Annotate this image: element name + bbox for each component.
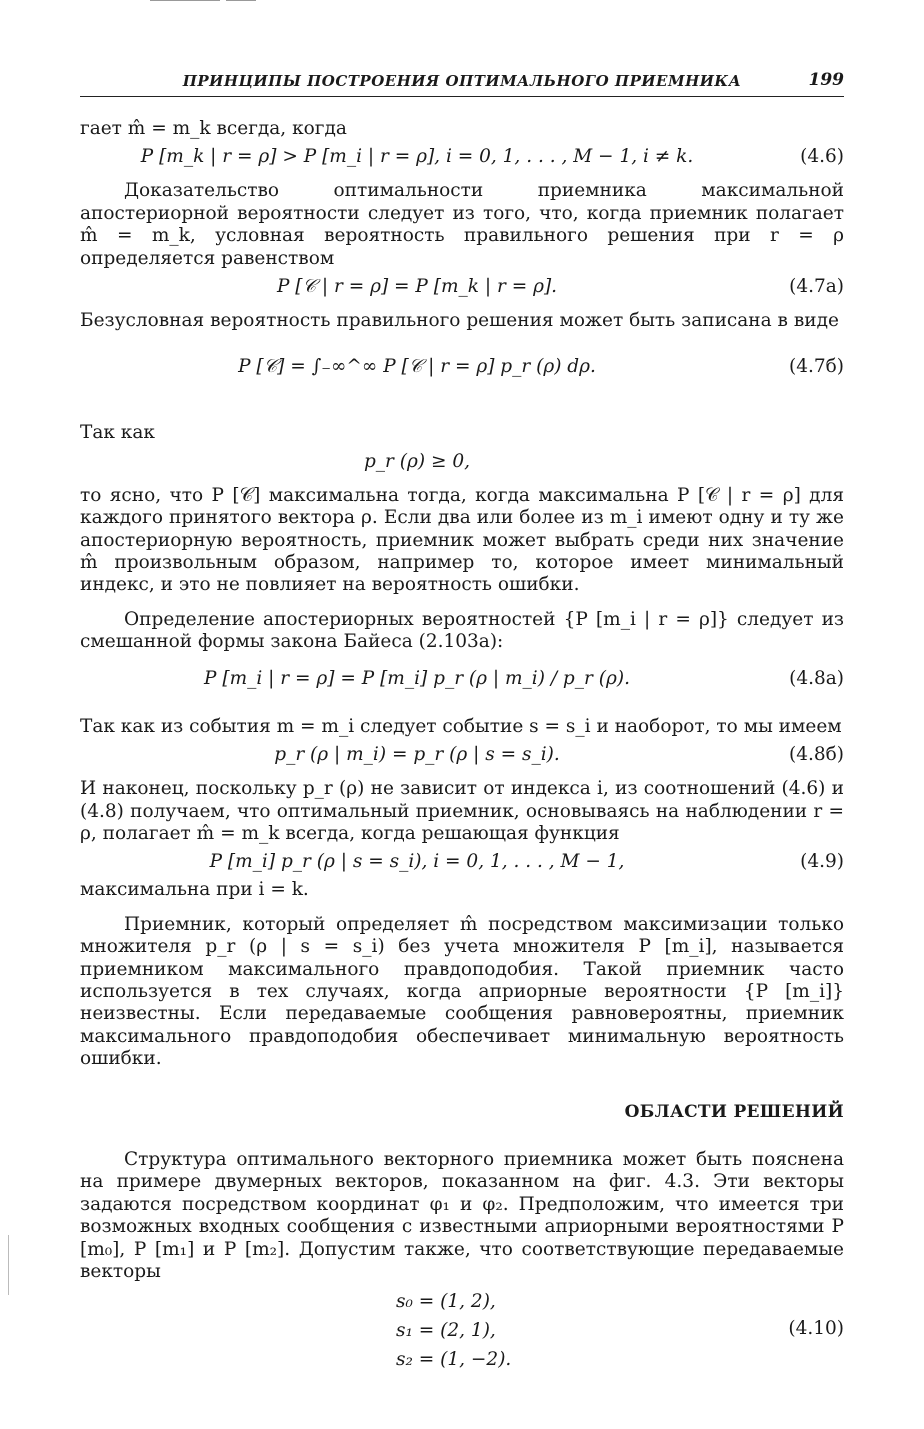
paragraph: Приемник, который определяет m̂ посредством максимизации только множителя p_r (ρ | s = s_i) без учета множителя P [m_i], называется приемником максимального правдоподобия. Такой приемник часто используется в тех случаях, когда априорные вероятности {P [m_i]} неизвестны. Если передаваемые сообщения равновероятны, приемник максимального правдоподобия обеспечивает минимальную вероятность ошибки.: [80, 913, 844, 1070]
paragraph: Так как из события m = m_i следует событие s = s_i и наоборот, то мы имеем: [80, 715, 842, 737]
page-body: [80, 118, 844, 1377]
equation-expression: p_r (ρ | m_i) = p_r (ρ | s = s_i).: [274, 744, 560, 766]
equation-4-8a: [80, 654, 844, 710]
equation-expression: P [m_i] p_r (ρ | s = s_i), i = 0, 1, . . . , M − 1,: [209, 851, 625, 873]
scan-artifact-line: [150, 0, 220, 1]
equation-expression: P [m_k | r = ρ] > P [m_i | r = ρ], i = 0, 1, . . . , M − 1, i ≠ k.: [140, 146, 694, 168]
scan-artifact-line: [226, 0, 256, 1]
equation-number: (4.7а): [789, 276, 844, 298]
paragraph: максимальна при i = k.: [80, 879, 309, 901]
scan-artifact-mark: [8, 1235, 9, 1295]
equation-expression: p_r (ρ) ≥ 0,: [363, 450, 471, 472]
paragraph: Так как: [80, 422, 155, 444]
equation-number: (4.8а): [789, 667, 844, 689]
page-number: 199: [808, 70, 844, 90]
paragraph: Доказательство оптимальности приемника максимальной апостериорной вероятности следует из того, что, когда приемник полагает m̂ = m_k, условная вероятность правильного решения при r = ρ определяется равенством: [80, 180, 844, 269]
equation-4-7b: [80, 332, 844, 410]
vector-line: s₁ = (2, 1),: [396, 1320, 496, 1342]
equation-4-10: [80, 1283, 844, 1377]
equation-expression: P [𝒞 | r = ρ] = P [m_k | r = ρ].: [276, 276, 558, 298]
paragraph: Структура оптимального векторного приемника может быть пояснена на примере двумерных векторов, показанном на фиг. 4.3. Эти векторы задаются посредством координат φ₁ и φ₂. Предположим, что имеется три возможных входных сообщения с известными априорными вероятностями P [m₀], P [m₁] и P [m₂]. Допустим также, что соответствующие передаваемые векторы: [80, 1148, 844, 1282]
equation-expression: [396, 1287, 511, 1374]
equation-expression: P [m_i | r = ρ] = P [m_i] p_r (ρ | m_i) / p_r (ρ).: [204, 667, 630, 689]
paragraph: гает m̂ = m_k всегда, когда: [80, 118, 347, 139]
equation-4-9: [80, 845, 844, 879]
equation-number: (4.6): [800, 146, 844, 168]
equation-number: (4.8б): [789, 744, 844, 766]
equation-number: (4.10): [788, 1318, 844, 1340]
equation-pr: [80, 445, 844, 479]
equation-4-6: [80, 140, 844, 174]
equation-4-8b: [80, 738, 844, 772]
running-head: ПРИНЦИПЫ ПОСТРОЕНИЯ ОПТИМАЛЬНОГО ПРИЕМНИКА: [182, 72, 742, 90]
equation-expression: P [𝒞] = ∫₋∞^∞ P [𝒞 | r = ρ] p_r (ρ) dρ.: [238, 356, 596, 378]
paragraph: Безусловная вероятность правильного решения может быть записана в виде: [80, 310, 839, 332]
section-title: ОБЛАСТИ РЕШЕНИЙ: [624, 1101, 844, 1122]
equation-4-7a: [80, 270, 844, 304]
vector-line: s₂ = (1, −2).: [396, 1349, 512, 1371]
paragraph: то ясно, что P [𝒞] максимальна тогда, когда максимальна P [𝒞 | r = ρ] для каждого принятого вектора ρ. Если два или более из m_i имеют одну и ту же апостериорную вероятность, приемник может выбрать среди них значение m̂ произвольным образом, например то, которое имеет минимальный индекс, и это не повлияет на вероятность ошибки.: [80, 484, 844, 596]
page-header: [80, 70, 844, 97]
paragraph: Определение апостериорных вероятностей {P [m_i | r = ρ]} следует из смешанной формы закона Байеса (2.103а):: [80, 608, 844, 653]
paragraph: И наконец, поскольку p_r (ρ) не зависит от индекса i, из соотношений (4.6) и (4.8) получаем, что оптимальный приемник, основываясь на наблюдении r = ρ, полагает m̂ = m_k всегда, когда решающая функция: [80, 778, 844, 844]
equation-number: (4.7б): [789, 356, 844, 378]
equation-number: (4.9): [800, 851, 844, 873]
vector-line: s₀ = (1, 2),: [396, 1291, 496, 1313]
